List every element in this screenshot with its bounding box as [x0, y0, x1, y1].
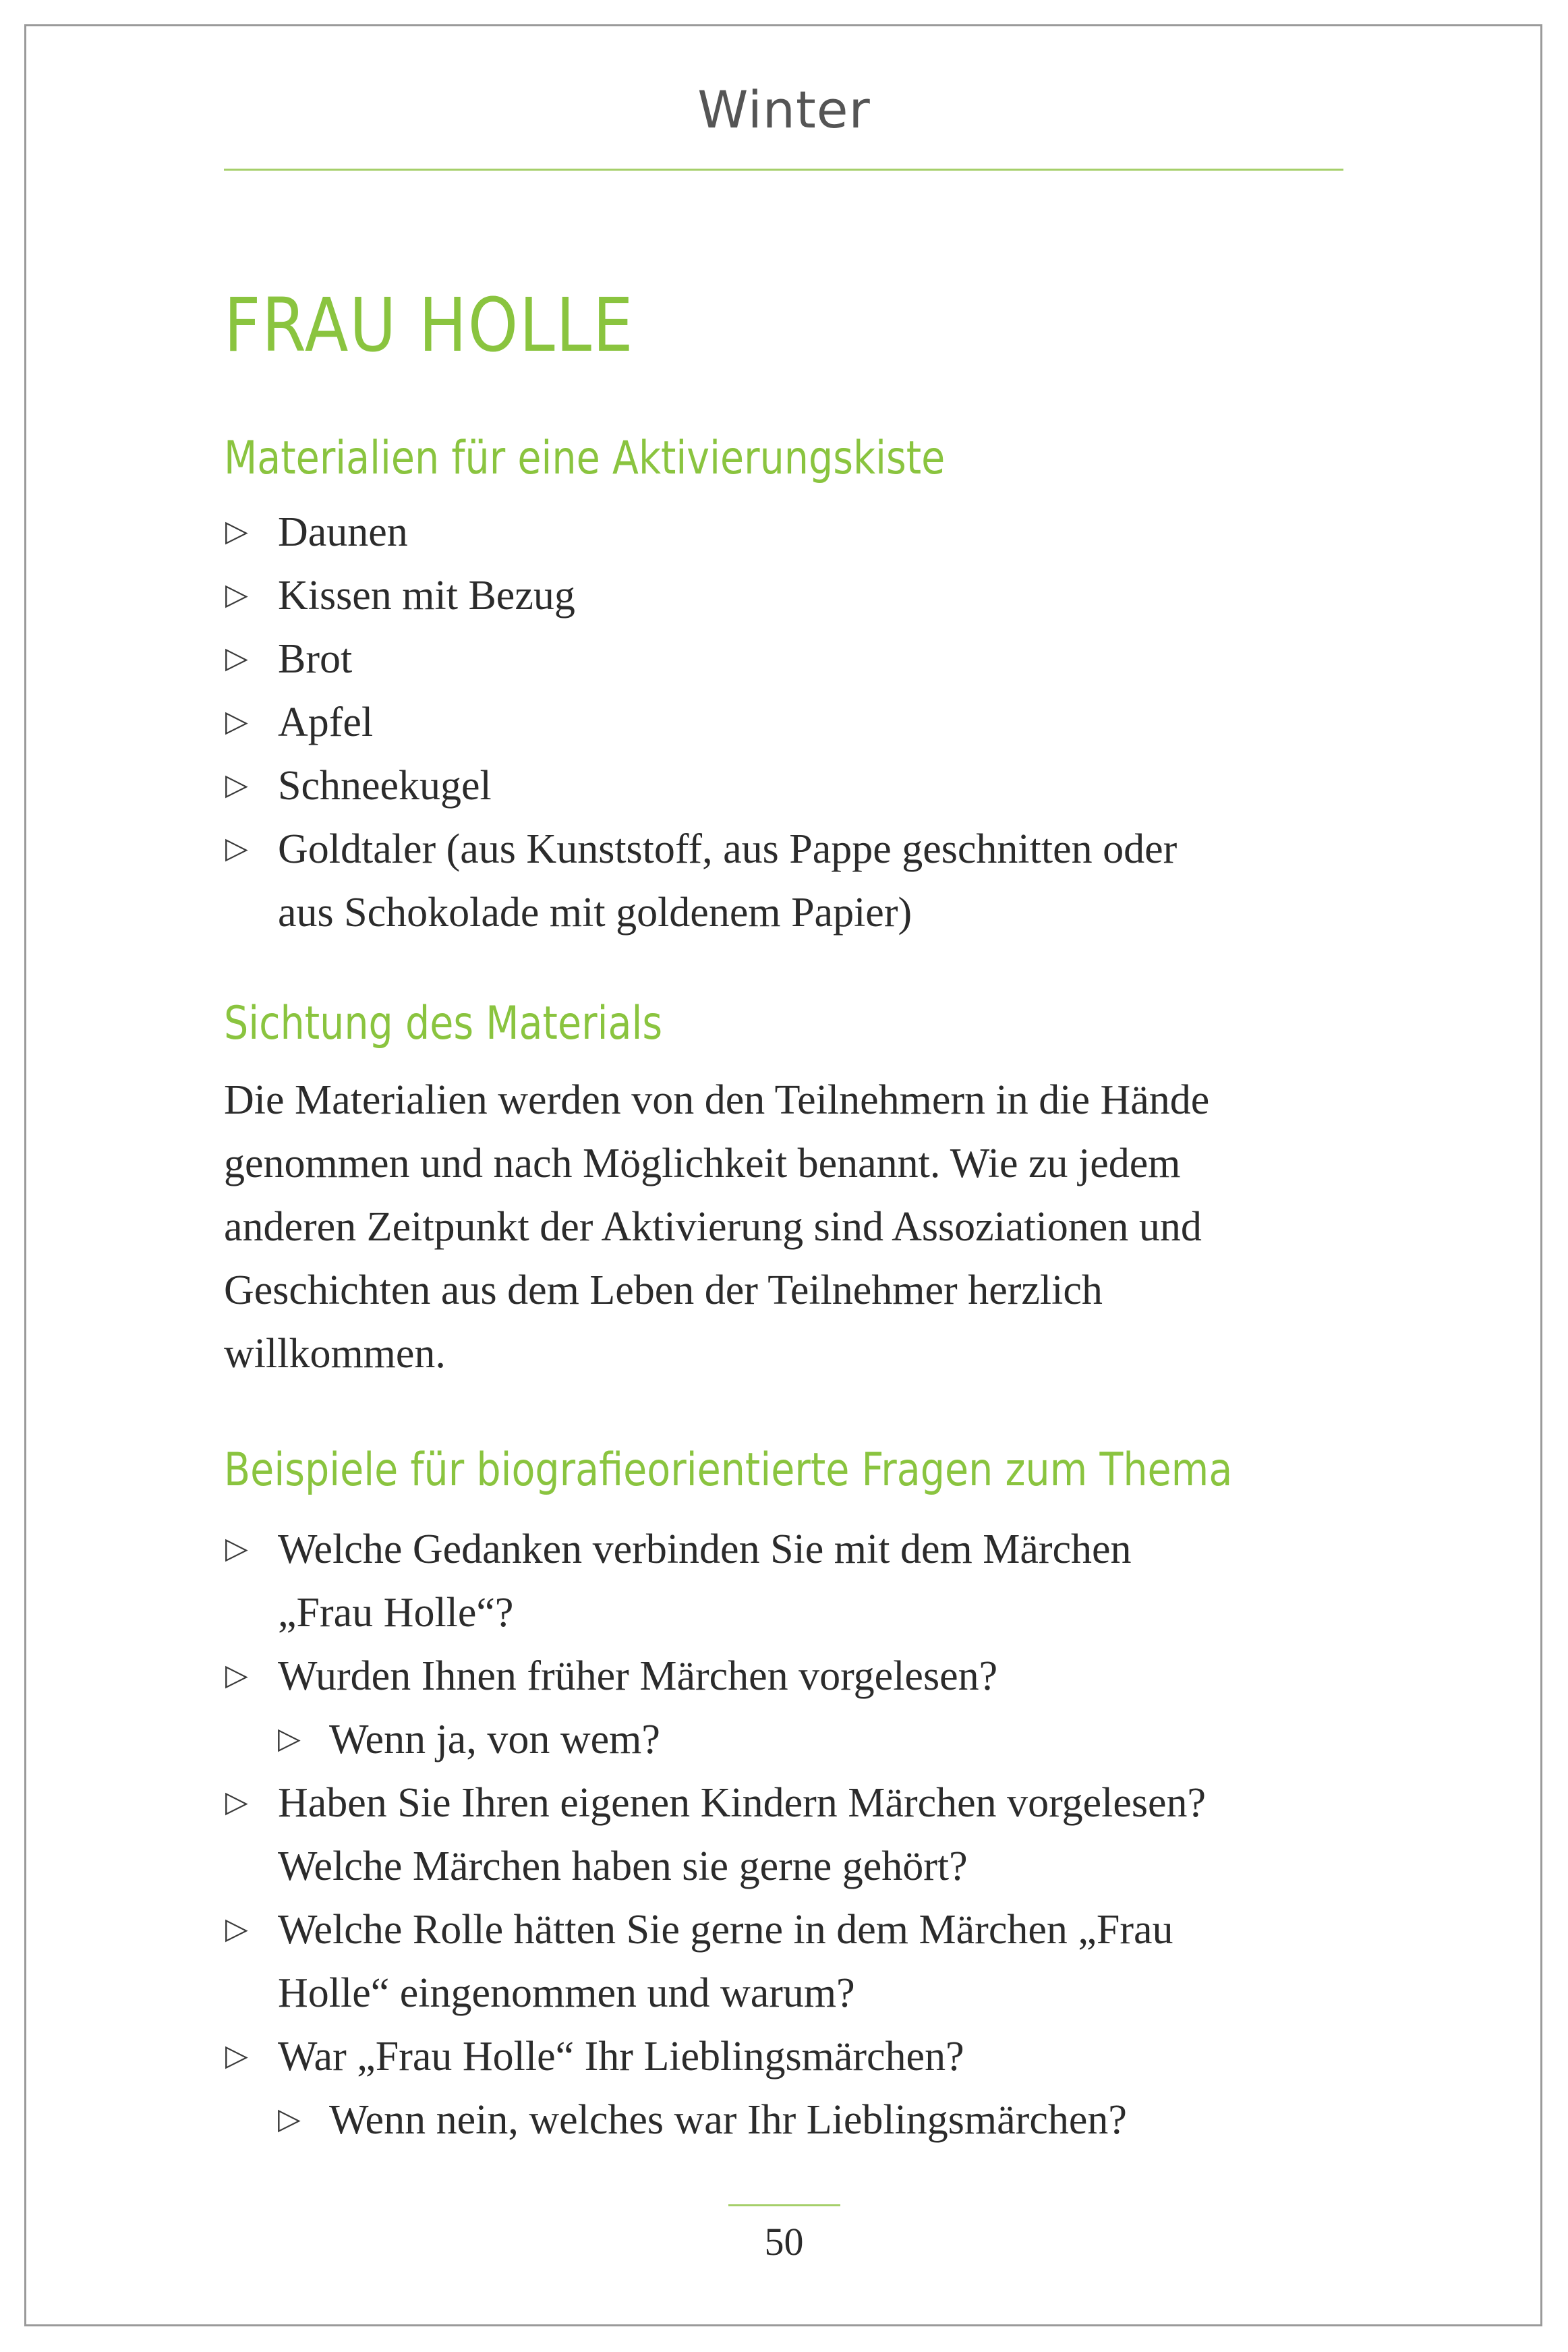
paragraph-line: willkommen. — [224, 1331, 446, 1377]
triangle-right-icon: ▷ — [225, 641, 248, 675]
triangle-right-icon: ▷ — [225, 1785, 248, 1819]
materials-heading: Materialien für eine Aktivierungskiste — [224, 432, 946, 485]
list-item: Kissen mit Bezug — [278, 573, 575, 619]
triangle-right-icon: ▷ — [278, 1721, 301, 1756]
triangle-right-icon: ▷ — [225, 1658, 248, 1692]
list-item: Daunen — [278, 509, 408, 555]
triangle-right-icon: ▷ — [225, 1531, 248, 1566]
footer-divider — [728, 2204, 840, 2206]
question-item: War „Frau Holle“ Ihr Lieblingsmärchen? — [278, 2034, 964, 2079]
paragraph-line: anderen Zeitpunkt der Aktivierung sind Assoziationen und — [224, 1204, 1202, 1250]
paragraph-line: Die Materialien werden von den Teilnehmern in die Hände — [224, 1077, 1210, 1123]
page-number: 50 — [764, 2220, 804, 2264]
question-continuation: Welche Märchen haben sie gerne gehört? — [278, 1843, 968, 1889]
review-heading: Sichtung des Materials — [224, 997, 663, 1050]
question-continuation: Holle“ eingenommen und warum? — [278, 1970, 855, 2016]
triangle-right-icon: ▷ — [278, 2102, 301, 2136]
list-item: Goldtaler (aus Kunststoff, aus Pappe geschnitten oder — [278, 826, 1178, 872]
triangle-right-icon: ▷ — [225, 704, 248, 739]
triangle-right-icon: ▷ — [225, 514, 248, 548]
triangle-right-icon: ▷ — [225, 577, 248, 612]
paragraph-line: genommen und nach Möglichkeit benannt. Wie zu jedem — [224, 1141, 1181, 1186]
paragraph-line: Geschichten aus dem Leben der Teilnehmer herzlich — [224, 1267, 1103, 1313]
list-item: Apfel — [278, 699, 374, 745]
triangle-right-icon: ▷ — [225, 831, 248, 865]
list-item: Schneekugel — [278, 763, 492, 809]
question-item: Haben Sie Ihren eigenen Kindern Märchen vorgelesen? — [278, 1780, 1207, 1826]
list-item: Brot — [278, 636, 353, 682]
question-item: Wurden Ihnen früher Märchen vorgelesen? — [278, 1653, 998, 1699]
questions-heading: Beispiele für biografieorientierte Fragen zum Thema — [224, 1443, 1233, 1497]
header-divider — [224, 169, 1343, 171]
running-header: Winter — [697, 80, 871, 140]
question-item: Welche Gedanken verbinden Sie mit dem Märchen — [278, 1526, 1132, 1572]
sub-question-item: Wenn nein, welches war Ihr Lieblingsmärchen? — [329, 2097, 1127, 2143]
triangle-right-icon: ▷ — [225, 768, 248, 802]
sub-question-item: Wenn ja, von wem? — [329, 1717, 660, 1762]
page-title: FRAU HOLLE — [224, 282, 635, 368]
list-item-continuation: aus Schokolade mit goldenem Papier) — [278, 890, 912, 936]
question-continuation: „Frau Holle“? — [278, 1590, 514, 1636]
question-item: Welche Rolle hätten Sie gerne in dem Märchen „Frau — [278, 1907, 1173, 1953]
triangle-right-icon: ▷ — [225, 2038, 248, 2073]
triangle-right-icon: ▷ — [225, 1912, 248, 1946]
